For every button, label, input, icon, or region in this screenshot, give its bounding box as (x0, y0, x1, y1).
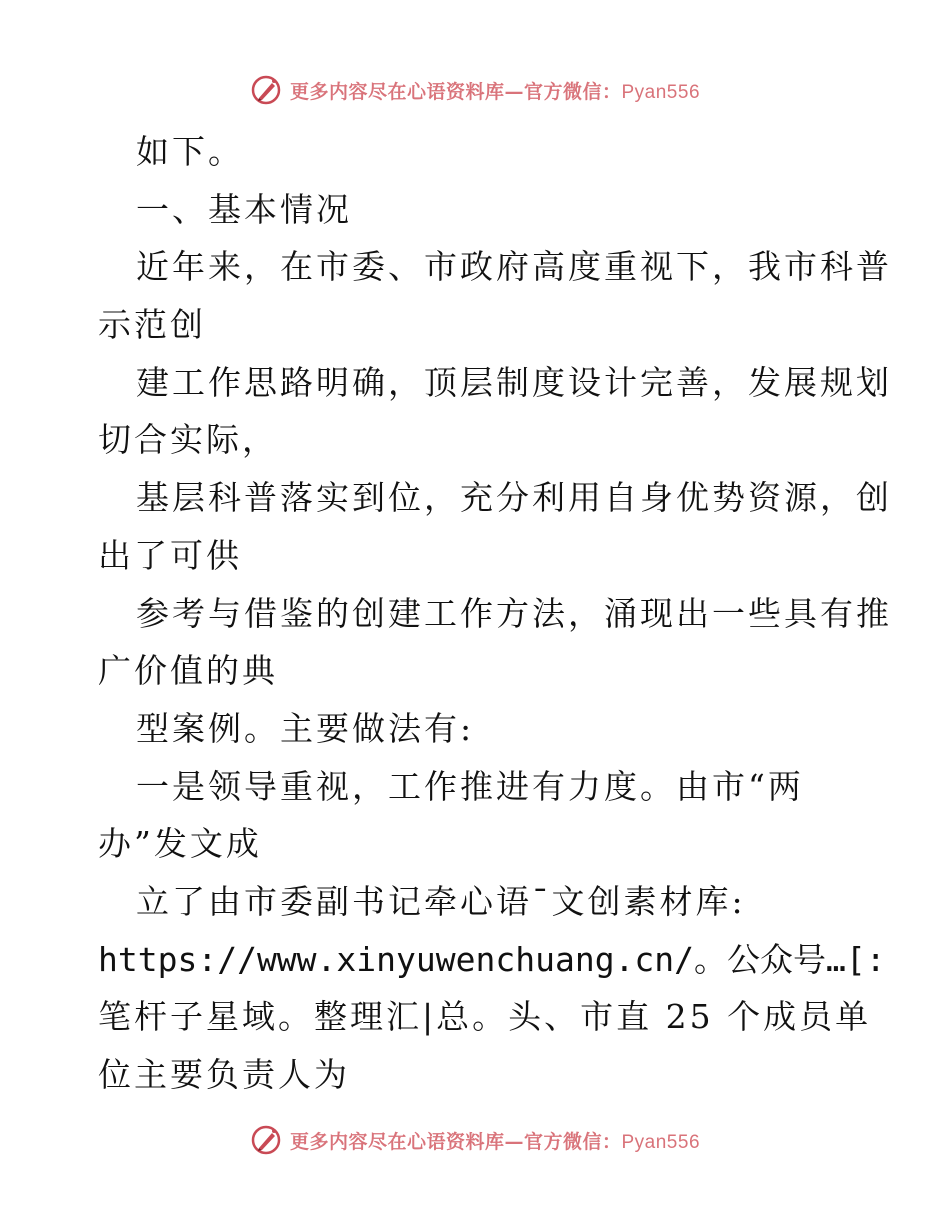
text-line: 型案例。主要做法有: (136, 708, 475, 748)
text-line: 建工作思路明确，顶层制度设计完善，发展规划 (136, 362, 892, 402)
watermark-label: 更多内容尽在心语资料库—官方微信： (289, 80, 622, 103)
text-line: https://www.xinyuwenchuang.cn/。公众号…[: (98, 939, 886, 979)
document-body (98, 123, 892, 1104)
text-line: 示范创 (98, 305, 206, 345)
pen-logo-icon (250, 74, 282, 106)
footer-watermark (0, 1120, 950, 1160)
text-line: 位主要负责人为 (98, 1055, 350, 1094)
pen-logo-icon (250, 1124, 282, 1156)
watermark-id: Pyan556 (621, 81, 701, 103)
text-line: 一是领导重视，工作推进有力度。由市“两 (136, 766, 804, 806)
text-line: 一、基本情况 (136, 189, 352, 229)
watermark-label: 更多内容尽在心语资料库—官方微信： (289, 1130, 622, 1153)
text-line: 立了由市委副书记牵心语¯文创素材库: (136, 881, 746, 921)
text-line: 办”发文成 (98, 824, 262, 864)
header-watermark (0, 70, 950, 110)
watermark-id: Pyan556 (621, 1131, 701, 1153)
text-line: 参考与借鉴的创建工作方法，涌现出一些具有推 (136, 593, 892, 633)
text-line: 切合实际， (98, 420, 278, 460)
text-line: 近年来，在市委、市政府高度重视下，我市科普 (136, 247, 892, 287)
text-line: 笔杆子星域。整理汇|总。头、市直 25 个成员单 (98, 997, 872, 1037)
text-line: 基层科普落实到位，充分利用自身优势资源，创 (136, 478, 892, 518)
watermark-text (290, 77, 700, 104)
text-line: 广价值的典 (98, 651, 278, 691)
text-line: 如下。 (136, 132, 244, 171)
watermark-text (290, 1127, 700, 1154)
text-line: 出了可供 (98, 535, 242, 575)
